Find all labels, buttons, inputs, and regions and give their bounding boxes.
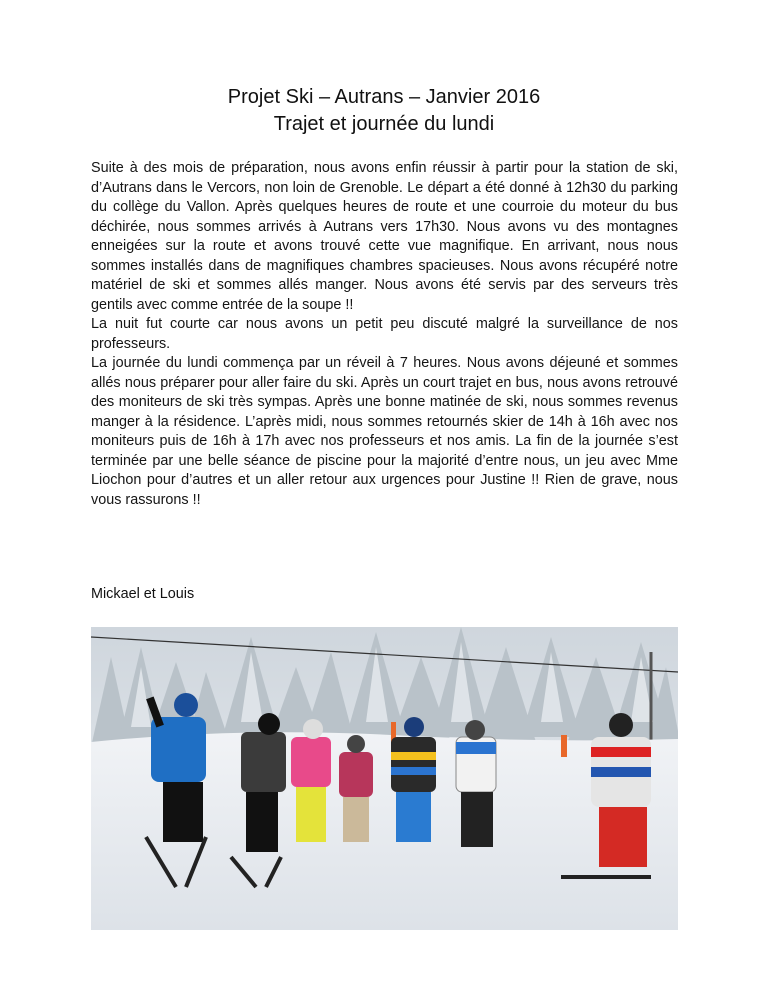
document-title bbox=[0, 84, 768, 138]
skier-3 bbox=[291, 719, 331, 842]
title-line-2: Trajet et journée du lundi bbox=[273, 113, 495, 135]
ski-group-photo bbox=[91, 627, 678, 930]
skier-6 bbox=[456, 720, 496, 847]
paragraph: Suite à des mois de préparation, nous avons enfin réussir à partir pour la station de ski, d’Autrans dans le Vercors, non loin de Grenoble. Le départ a été donné à 12h30 du parking du collège du Vallon. Après quelques heures de route et une courroie du moteur du bus déchirée, nous sommes arrivés à Autrans vers 17h30. Nous avons vu des montagnes enneigées sur la route et avons trouvé cette vue magnifique. En arrivant, nous nous sommes installés dans de magnifiques chambres spacieuses. Nous avons récupéré notre matériel de ski et sommes allés manger. Nous avons été servis par des serveurs très gentils avec comme entrée de la soupe !! bbox=[91, 160, 678, 313]
title-line-1: Projet Ski – Autrans – Janvier 2016 bbox=[227, 86, 541, 108]
signature: Mickael et Louis bbox=[91, 586, 195, 602]
paragraph: La nuit fut courte car nous avons un petit peu discuté malgré la surveillance de nos professeurs. bbox=[91, 316, 678, 352]
photo-illustration bbox=[91, 627, 678, 930]
article-body bbox=[91, 159, 678, 510]
paragraph: La journée du lundi commença par un réveil à 7 heures. Nous avons déjeuné et sommes allés nous préparer pour aller faire du ski. Après un court trajet en bus, nous avons retrouvé des moniteurs de ski très sympas. Après une bonne matinée de ski, nous sommes revenus manger à la résidence. L’après midi, nous sommes retournés skier de 14h à 16h avec nos moniteurs puis de 16h à 17h avec nos professeurs et nos amis. La fin de la journée s’est terminée par une belle séance de piscine pour la majorité d’entre nous, un jeu avec Mme Liochon pour d’autres et un aller retour aux urgences pour Justine !! Rien de grave, nous vous rassurons !! bbox=[91, 355, 678, 508]
